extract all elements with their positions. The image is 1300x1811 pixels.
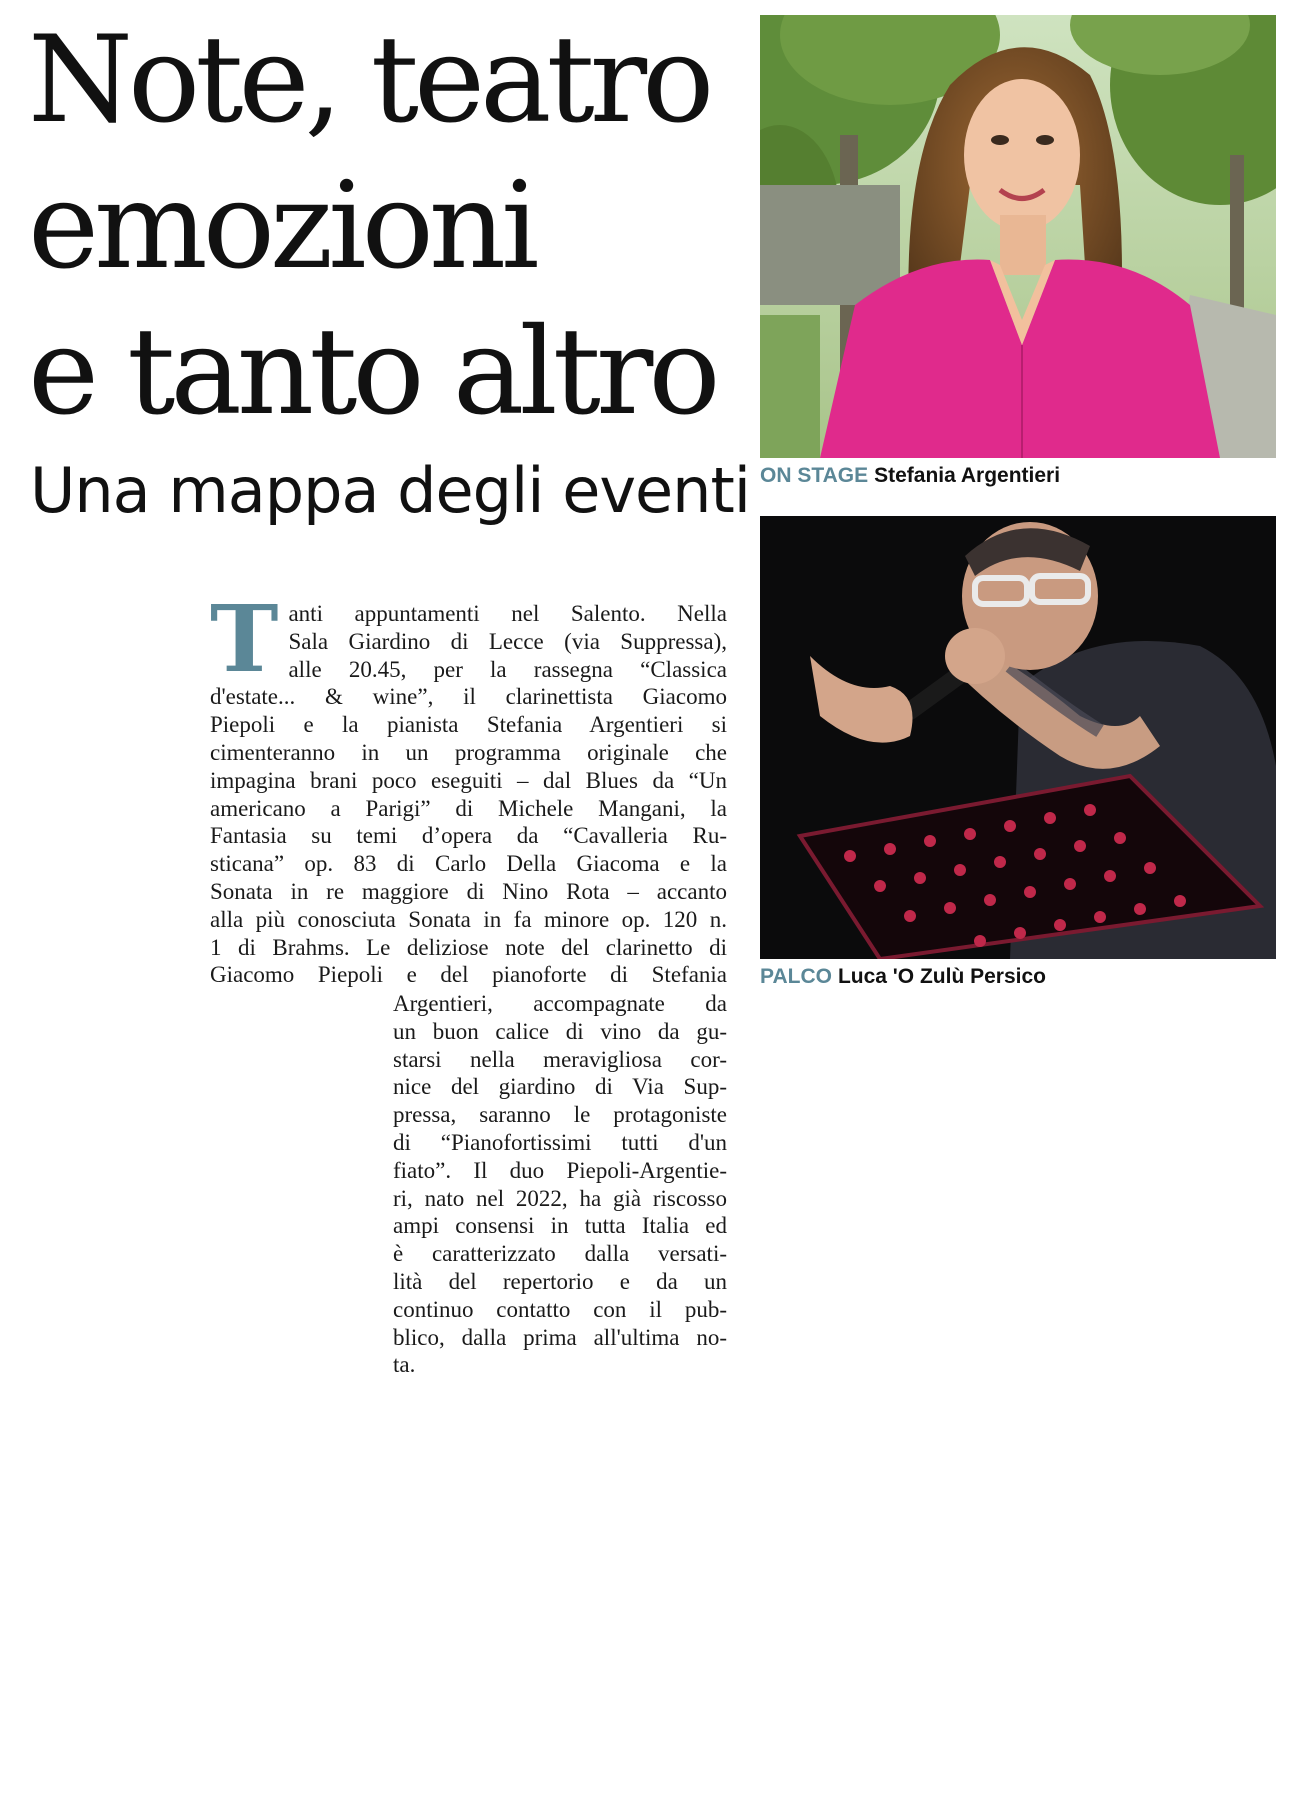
body-line: nice del giardino di Via Sup- [393,1074,727,1100]
headline-line-3: e tanto altro [28,303,716,442]
body-line: un buon calice di vino da gu- [393,1018,727,1044]
photo-caption-2 [760,965,1046,989]
body-line: fiato”. Il duo Piepoli-Argentie- [393,1157,727,1183]
body-line: sticana” op. 83 di Carlo Della Giacoma e la [210,851,727,877]
body-line: ta. [393,1352,416,1378]
body-line: impagina brani poco eseguiti – dal Blues da “Un [210,767,727,793]
article-body-narrow-column [393,990,727,1379]
body-line: americano a Parigi” di Michele Mangani, la [210,795,727,821]
article-headline [28,8,728,446]
body-line: ri, nato nel 2022, ha già riscosso [393,1185,727,1211]
body-line: Sonata in re maggiore di Nino Rota – accanto [210,878,727,904]
photo-stefania-argentieri [760,15,1276,458]
body-line: lità del repertorio e da un [393,1268,727,1294]
body-line: alla più conosciuta Sonata in fa minore op. 120 n. [210,906,727,932]
caption-tag: PALCO [760,965,832,988]
body-line: alle 20.45, per la rassegna “Classica [288,656,727,682]
body-line: Sala Giardino di Lecce (via Suppressa), [288,628,727,654]
body-line: anti appuntamenti nel Salento. Nella [288,601,727,626]
body-line: Fantasia su temi d’opera da “Cavalleria Ru- [210,823,727,849]
body-line: cimenteranno in un programma originale che [210,739,727,765]
headline-line-1: Note, teatro [28,11,710,150]
body-line: è caratterizzato dalla versati- [393,1241,727,1267]
dropcap-letter: T [210,585,279,693]
photo-caption-1 [760,464,1060,488]
body-line: Giacomo Piepoli e del pianoforte di Stefania [210,962,727,988]
body-line: blico, dalla prima all'ultima no- [393,1324,727,1350]
body-line: continuo contatto con il pub- [393,1296,727,1322]
caption-name: Luca 'O Zulù Persico [837,965,1046,988]
body-line: starsi nella meravigliosa cor- [393,1046,727,1072]
caption-tag: ON STAGE [760,464,869,487]
photo-luca-zulu-persico [760,516,1276,959]
body-line: Argentieri, accompagnate da [393,991,727,1016]
body-line: ampi consensi in tutta Italia ed [393,1213,727,1239]
headline-line-2: emozioni [28,157,535,296]
article-body-wide-column [210,585,727,989]
caption-name: Stefania Argentieri [874,464,1061,487]
body-line: Piepoli e la pianista Stefania Argentieri si [210,712,727,738]
body-line: 1 di Brahms. Le deliziose note del clarinetto di [210,934,727,960]
body-line: pressa, saranno le protagoniste [393,1102,727,1128]
body-line: di “Pianofortissimi tutti d'un [393,1129,727,1155]
body-line: d'estate... & wine”, il clarinettista Giacomo [210,684,727,710]
article-subheadline: Una mappa degli eventi [30,454,751,527]
